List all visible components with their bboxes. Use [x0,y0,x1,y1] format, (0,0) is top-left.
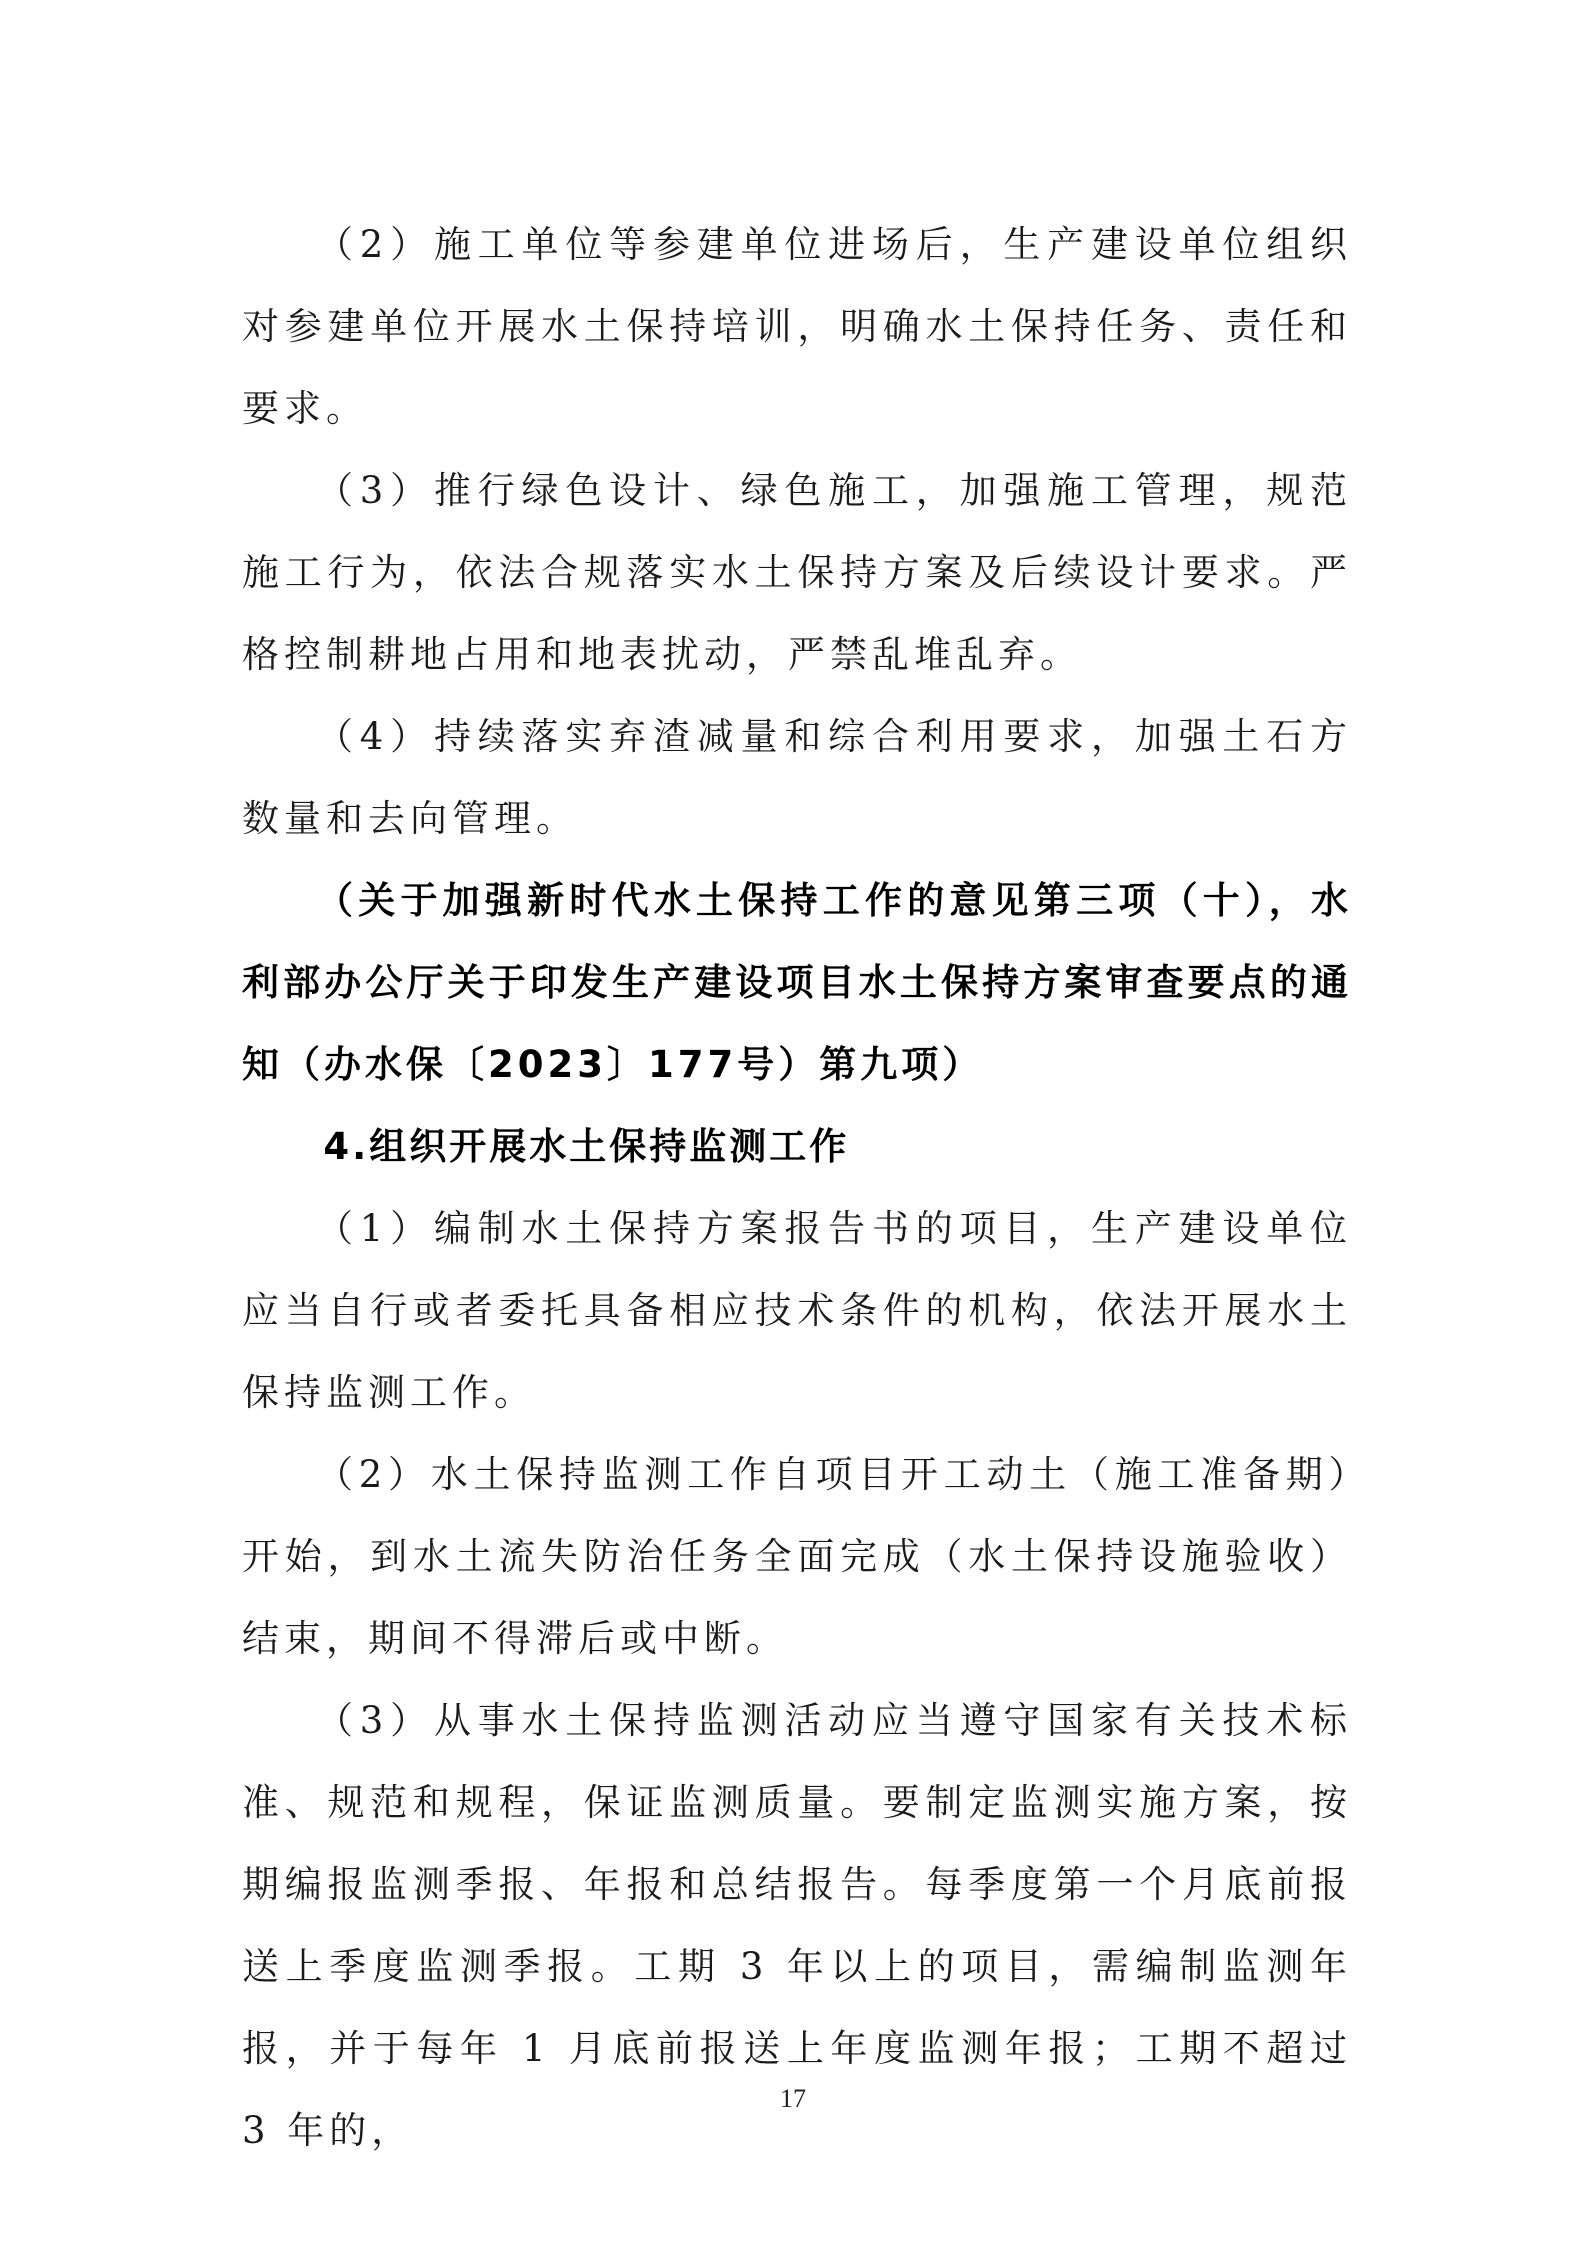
reference-citation: （关于加强新时代水土保持工作的意见第三项（十），水利部办公厅关于印发生产建设项目水土保持方案审查要点的通知（办水保〔2023〕177号）第九项） [242,879,1352,1086]
paragraph-item-2-construction-units: （2）施工单位等参建单位进场后，生产建设单位组织对参建单位开展水土保持培训，明确水土保持任务、责任和要求。 [242,223,1352,430]
paragraph-item-4-spoil-reduction: （4）持续落实弃渣减量和综合利用要求，加强土石方数量和去向管理。 [242,715,1352,840]
paragraph-item-3-monitoring-standards: （3）从事水土保持监测活动应当遵守国家有关技术标准、规范和规程，保证监测质量。要制定监测实施方案，按期编报监测季报、年报和总结报告。每季度第一个月底前报送上季度监测季报。工期 3 年以上的项目，需编制监测年报，并于每年 1 月底前报送上年度监测年报；工期不超过 3 年的， [242,1699,1352,2152]
page-body [242,204,1352,2172]
paragraph-item-2-monitoring-period: （2）水土保持监测工作自项目开工动土（施工准备期）开始，到水土流失防治任务全面完成（水土保持设施验收）结束，期间不得滞后或中断。 [242,1453,1352,1660]
section-heading-monitoring: 4.组织开展水土保持监测工作 [323,1125,850,1168]
paragraph-item-1-monitoring-scope: （1）编制水土保持方案报告书的项目，生产建设单位应当自行或者委托具备相应技术条件的机构，依法开展水土保持监测工作。 [242,1207,1352,1414]
page-number: 17 [780,2084,806,2113]
paragraph-item-3-green-construction: （3）推行绿色设计、绿色施工，加强施工管理，规范施工行为，依法合规落实水土保持方案及后续设计要求。严格控制耕地占用和地表扰动，严禁乱堆乱弃。 [242,469,1352,676]
